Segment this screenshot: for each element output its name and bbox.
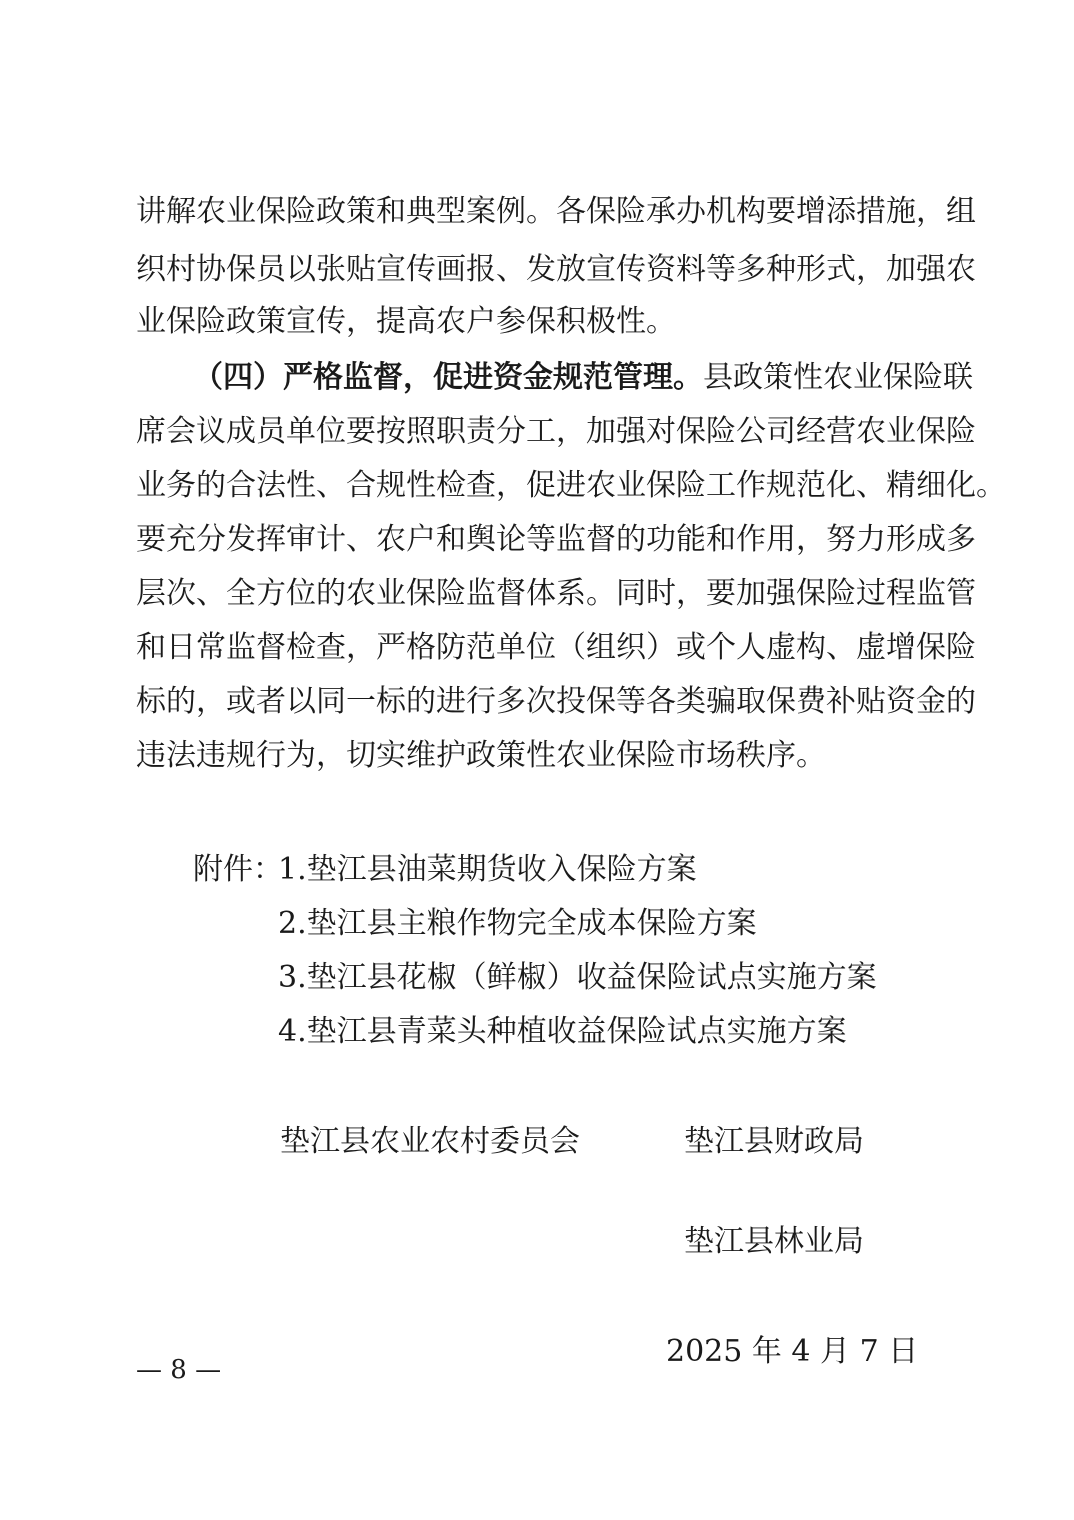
paragraph-line: 违法违规行为，切实维护政策性农业保险市场秩序。 <box>136 738 826 773</box>
paragraph-line: 和日常监督检查，严格防范单位（组织）或个人虚构、虚增保险 <box>136 630 976 665</box>
signing-organization: 垫江县林业局 <box>684 1224 864 1259</box>
paragraph-line: 层次、全方位的农业保险监督体系。同时，要加强保险过程监管 <box>136 576 976 611</box>
paragraph-first-line <box>193 358 973 398</box>
signing-organization: 垫江县财政局 <box>684 1124 864 1159</box>
paragraph-line: 讲解农业保险政策和典型案例。各保险承办机构要增添措施，组 <box>136 194 976 229</box>
attachment-item: 3.垫江县花椒（鲜椒）收益保险试点实施方案 <box>278 960 877 995</box>
page-number: — 8 — <box>136 1355 222 1385</box>
signing-organization: 垫江县农业农村委员会 <box>280 1124 580 1159</box>
section-heading: （四）严格监督，促进资金规范管理。 <box>193 360 703 395</box>
attachments-label: 附件： <box>193 852 283 887</box>
attachment-item: 1.垫江县油菜期货收入保险方案 <box>278 852 697 887</box>
paragraph-line: 标的，或者以同一标的进行多次投保等各类骗取保费补贴资金的 <box>136 684 976 719</box>
attachment-item: 4.垫江县青菜头种植收益保险试点实施方案 <box>278 1014 847 1049</box>
paragraph-line: 织村协保员以张贴宣传画报、发放宣传资料等多种形式，加强农 <box>136 252 976 287</box>
paragraph-text: 县政策性农业保险联 <box>703 360 973 395</box>
paragraph-line: 业保险政策宣传，提高农户参保积极性。 <box>136 304 676 339</box>
paragraph-line: 席会议成员单位要按照职责分工，加强对保险公司经营农业保险 <box>136 414 976 449</box>
paragraph-line: 业务的合法性、合规性检查，促进农业保险工作规范化、精细化。 <box>136 468 1006 503</box>
signature-date: 2025 年 4 月 7 日 <box>666 1334 919 1369</box>
attachment-item: 2.垫江县主粮作物完全成本保险方案 <box>278 906 757 941</box>
paragraph-line: 要充分发挥审计、农户和舆论等监督的功能和作用，努力形成多 <box>136 522 976 557</box>
